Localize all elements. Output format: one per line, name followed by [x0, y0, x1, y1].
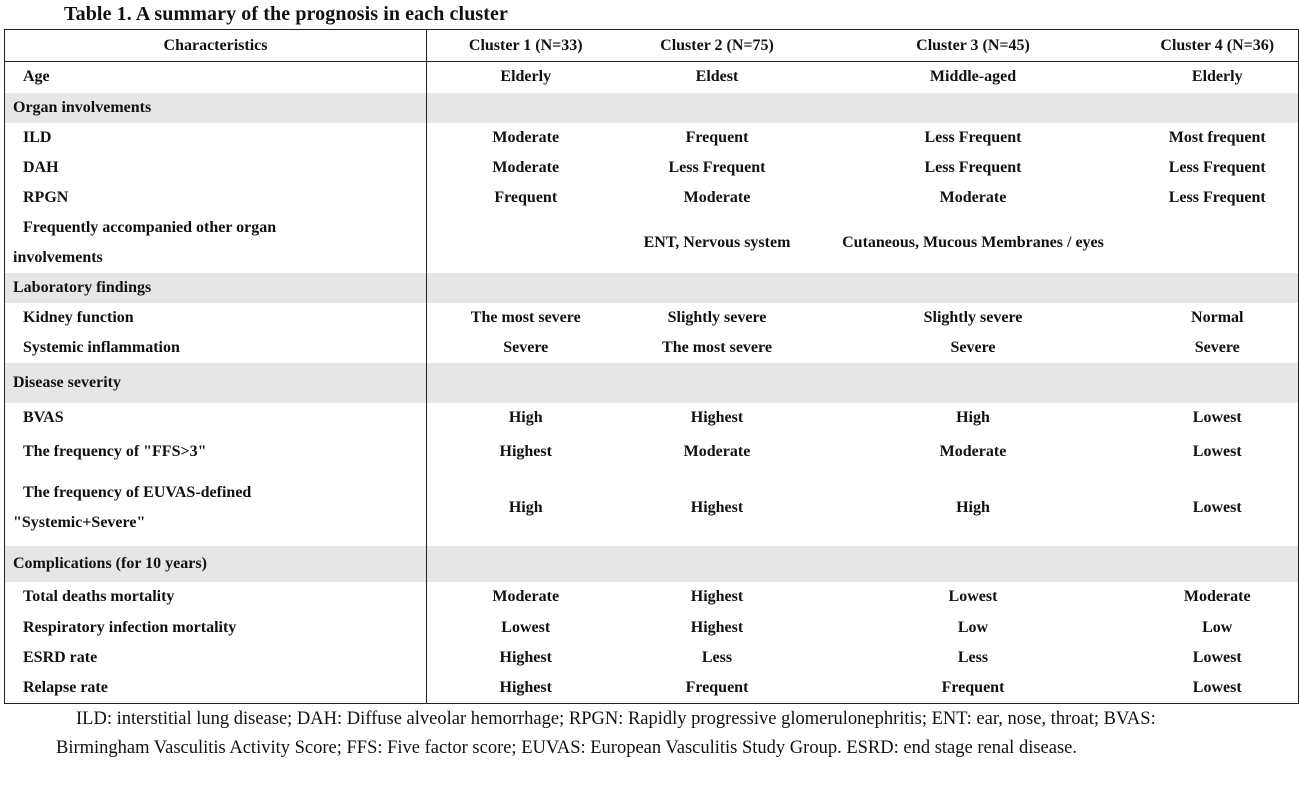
- table-row-relapse-rate: [5, 673, 1299, 704]
- table-row-ffs-frequency: [5, 434, 1299, 470]
- cell-cluster-2: [625, 273, 810, 303]
- cell-cluster-4: Less Frequent: [1137, 153, 1299, 183]
- section-row-complications: [5, 546, 1299, 582]
- row-label: Systemic inflammation: [5, 333, 427, 363]
- row-label-line-2: involvements: [13, 248, 103, 266]
- row-label: Relapse rate: [5, 673, 427, 704]
- table-header-row: [5, 30, 1299, 62]
- cell-cluster-3: Severe: [950, 338, 996, 356]
- cell-cluster-4: Elderly: [1137, 62, 1299, 93]
- header-cluster-1: Cluster 1 (N=33): [427, 30, 625, 62]
- cell-cluster-4: Lowest: [1137, 643, 1299, 673]
- cell-cluster-1: Moderate: [492, 128, 560, 146]
- cell-cluster-4: Lowest: [1137, 470, 1299, 546]
- cell-cluster-2: Highest: [690, 588, 744, 605]
- cell-cluster-3: Moderate: [939, 442, 1007, 460]
- section-label: Laboratory findings: [5, 273, 427, 303]
- row-label: Age: [5, 62, 427, 93]
- cell-cluster-3: Less Frequent: [924, 128, 1022, 146]
- cell-cluster-1: Highest: [499, 442, 552, 460]
- cell-cluster-4: Low: [1137, 613, 1299, 643]
- cell-cluster-3: [810, 273, 1137, 303]
- header-cluster-4: Cluster 4 (N=36): [1137, 30, 1299, 62]
- header-cluster-3: Cluster 3 (N=45): [810, 30, 1137, 62]
- cell-cluster-2: Less Frequent: [668, 158, 766, 176]
- table-row-respiratory-infection-mortality: [5, 613, 1299, 643]
- cell-cluster-3: Lowest: [948, 588, 998, 605]
- cell-cluster-4: [1137, 213, 1299, 273]
- table-row-dah: [5, 153, 1299, 183]
- section-label: Complications (for 10 years): [5, 546, 427, 582]
- row-label: DAH: [5, 153, 427, 183]
- cell-cluster-3: Less Frequent: [924, 158, 1022, 176]
- row-label-line-1: Frequently accompanied other organ: [23, 218, 277, 236]
- cell-cluster-2: Less: [701, 648, 733, 666]
- table-row-other-organ-involvements: [5, 213, 1299, 273]
- cell-cluster-4: Lowest: [1137, 434, 1299, 470]
- cell-cluster-2: [625, 546, 810, 582]
- table-title: Table 1. A summary of the prognosis in each cluster: [64, 3, 509, 25]
- table-footnote: ILD: interstitial lung disease; DAH: Diffuse alveolar hemorrhage; RPGN: Rapidly progressive glomerulonephritis; ENT: ear, nose, throat; BVAS: Birmingham Vasculitis Activity Score; FFS: Five factor score; EUVAS: European Vasculitis Study Group. ESRD: end stage renal disease.: [56, 709, 1156, 758]
- cell-cluster-1: Elderly: [500, 68, 552, 86]
- section-label: Organ involvements: [5, 93, 427, 123]
- cell-cluster-2: Eldest: [695, 68, 739, 86]
- cell-cluster-4: Less Frequent: [1137, 183, 1299, 213]
- row-label: BVAS: [5, 403, 427, 434]
- row-label-line-1: The frequency of EUVAS-defined: [23, 483, 252, 501]
- section-label: Disease severity: [5, 363, 427, 403]
- cell-cluster-4: Lowest: [1137, 673, 1299, 704]
- cell-cluster-2: Frequent: [685, 128, 749, 146]
- cell-cluster-2: Highest: [690, 409, 744, 426]
- row-label: The frequency of "FFS>3": [5, 434, 427, 470]
- cell-cluster-4: Most frequent: [1137, 123, 1299, 153]
- cell-cluster-1: Lowest: [501, 618, 551, 636]
- row-label: ILD: [5, 123, 427, 153]
- cell-cluster-3: Cutaneous, Mucous Membranes / eyes: [842, 233, 1104, 251]
- cell-cluster-3: [810, 363, 1137, 403]
- cell-cluster-3: Moderate: [939, 188, 1007, 206]
- cell-cluster-3: [810, 546, 1137, 582]
- table-row-rpgn: [5, 183, 1299, 213]
- row-label: Total deaths mortality: [5, 582, 427, 613]
- cell-cluster-2: Frequent: [625, 673, 810, 704]
- cell-cluster-1: [427, 363, 625, 403]
- cell-cluster-4: [1137, 363, 1299, 403]
- cell-cluster-4: [1137, 93, 1299, 123]
- cell-cluster-4: Moderate: [1137, 582, 1299, 613]
- table-row-esrd-rate: [5, 643, 1299, 673]
- cell-cluster-2: Moderate: [683, 188, 751, 206]
- prognosis-table: [4, 29, 1299, 704]
- header-cluster-2: Cluster 2 (N=75): [625, 30, 810, 62]
- cell-cluster-3: Less: [957, 648, 989, 666]
- row-label: RPGN: [5, 183, 427, 213]
- cell-cluster-1: Severe: [503, 338, 549, 356]
- table-row-bvas: [5, 403, 1299, 434]
- cell-cluster-1: Frequent: [494, 188, 558, 206]
- table-row-ild: [5, 123, 1299, 153]
- cell-cluster-2: Highest: [690, 618, 744, 636]
- cell-cluster-4: Lowest: [1137, 403, 1299, 434]
- cell-cluster-3: Low: [957, 618, 989, 636]
- cell-cluster-2: [625, 363, 810, 403]
- cell-cluster-1: Moderate: [492, 158, 560, 176]
- cell-cluster-4: Normal: [1137, 303, 1299, 333]
- cell-cluster-2: Moderate: [683, 442, 751, 460]
- cell-cluster-1: [427, 546, 625, 582]
- cell-cluster-1: High: [508, 409, 543, 426]
- cell-cluster-1: Moderate: [492, 588, 560, 605]
- header-characteristics: Characteristics: [5, 30, 427, 62]
- cell-cluster-1: [427, 213, 625, 273]
- row-label: ESRD rate: [5, 643, 427, 673]
- row-label-line-2: "Systemic+Severe": [13, 513, 146, 531]
- row-label: [5, 213, 427, 273]
- section-row-organ-involvements: [5, 93, 1299, 123]
- cell-cluster-4: [1137, 546, 1299, 582]
- cell-cluster-3: Frequent: [810, 673, 1137, 704]
- row-label: Respiratory infection mortality: [5, 613, 427, 643]
- table-row-kidney-function: [5, 303, 1299, 333]
- section-row-laboratory-findings: [5, 273, 1299, 303]
- table-row-total-deaths-mortality: [5, 582, 1299, 613]
- cell-cluster-3: [810, 93, 1137, 123]
- cell-cluster-3: Slightly severe: [923, 308, 1023, 326]
- cell-cluster-1: [427, 273, 625, 303]
- cell-cluster-1: Highest: [427, 673, 625, 704]
- cell-cluster-3: High: [956, 409, 990, 426]
- section-row-disease-severity: [5, 363, 1299, 403]
- cell-cluster-1: [427, 93, 625, 123]
- row-label: Kidney function: [5, 303, 427, 333]
- cell-cluster-1: Highest: [499, 648, 552, 666]
- cell-cluster-2: Highest: [690, 498, 744, 516]
- cell-cluster-1: High: [508, 498, 543, 516]
- cell-cluster-1: The most severe: [470, 308, 581, 326]
- cell-cluster-2: The most severe: [662, 338, 772, 356]
- row-label: [5, 470, 427, 546]
- cell-cluster-2: ENT, Nervous system: [643, 233, 791, 251]
- table-row-systemic-inflammation: [5, 333, 1299, 363]
- table-row-age: [5, 62, 1299, 93]
- cell-cluster-3: Middle-aged: [929, 68, 1017, 86]
- cell-cluster-2: Slightly severe: [667, 308, 767, 326]
- table-row-euvas-frequency: [5, 470, 1299, 546]
- cell-cluster-4: [1137, 273, 1299, 303]
- cell-cluster-3: High: [956, 498, 990, 516]
- cell-cluster-2: [625, 93, 810, 123]
- cell-cluster-4: Severe: [1137, 333, 1299, 363]
